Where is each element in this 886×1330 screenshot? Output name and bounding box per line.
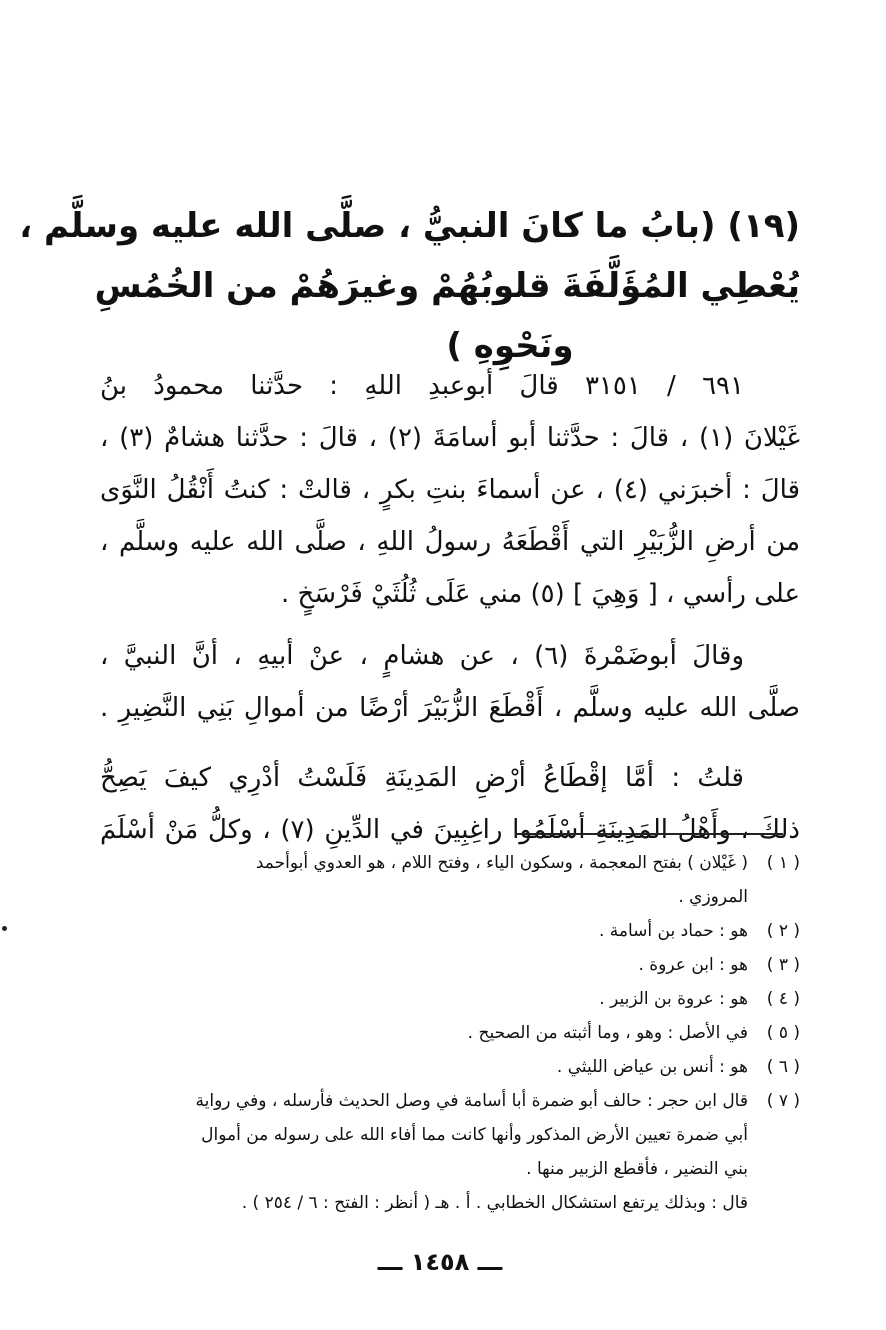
footnote-text <box>138 982 748 1016</box>
text-line: من أرضِ الزُّبَيْرِ التي أَقْطَعَهُ رسولُ اللهِ ، صلَّى الله عليه وسلَّم ، <box>100 527 800 557</box>
footnote-line: قال ابن حجر : حالف أبو ضمرة أبا أسامة في وصل الحديث فأرسله ، وفي رواية <box>195 1091 748 1111</box>
footnote-number: ( ٦ ) <box>766 1057 800 1077</box>
footnote-line: ( غَيْلان ) بفتح المعجمة ، وسكون الياء ، وفتح اللام ، هو العدوي أبوأحمد <box>255 853 748 873</box>
footnote <box>138 1016 800 1050</box>
footnote <box>138 948 800 982</box>
footnote-text <box>138 948 748 982</box>
text-line: قالَ : أخبرَني (٤) ، عن أسماءَ بنتِ بكرٍ ، قالتْ : كنتُ أَنْقُلُ النَّوَى <box>100 475 800 505</box>
footnote-line: أبي ضمرة تعيين الأرض المذكور وأنها كانت مما أفاء الله على رسوله من أموال <box>201 1125 748 1145</box>
footnote-line: بني النضير ، فأقطع الزبير منها . <box>526 1159 748 1179</box>
footnote-line: هو : ابن عروة . <box>638 955 748 975</box>
text-line: وقالَ أبوضَمْرةَ (٦) ، عن هشامٍ ، عنْ أبيهِ ، أنَّ النبيَّ ، <box>100 641 745 671</box>
footnote-line: هو : أنس بن عياض الليثي . <box>556 1057 748 1077</box>
heading-line-2: يُعْطِي المُؤَلَّفَةَ قلوبُهُمْ وغيرَهُمْ من الخُمُسِ <box>94 266 800 306</box>
footnote <box>138 982 800 1016</box>
footnote-text <box>138 1016 748 1050</box>
footnote-line: قال : وبذلك يرتفع استشكال الخطابي . أ . هـ ( أنظر : الفتح : ٦ / ٢٥٤ ) . <box>241 1193 748 1213</box>
text-line: ٦٩١ / ٣١٥١ قالَ أبوعبدِ اللهِ : حدَّثنا محمودُ بنُ <box>100 371 744 401</box>
scan-speck <box>2 926 7 931</box>
footnote-line: هو : عروة بن الزبير . <box>599 989 748 1009</box>
hadith-body <box>100 360 800 856</box>
footnote-number: ( ١ ) <box>766 853 800 873</box>
hadith-paragraph <box>100 360 800 620</box>
hadith-paragraph <box>100 630 800 734</box>
footnote-number: ( ٤ ) <box>766 989 800 1009</box>
footnote <box>138 914 800 948</box>
text-line: غَيْلانَ (١) ، قالَ : حدَّثنا أبو أسامَةَ (٢) ، قالَ : حدَّثنا هشامٌ (٣) ، <box>100 423 800 453</box>
footnote-text <box>138 846 748 914</box>
heading-line-3: ونَحْوِهِ ) <box>446 326 574 366</box>
text-line: ذلكَ ، وأَهْلُ المَدِينَةِ أسْلَمُوا راغِبِينَ في الدِّينِ (٧) ، وكلُّ مَنْ أسْلَمَ <box>100 815 800 845</box>
footnote <box>138 1050 800 1084</box>
footnotes <box>138 846 800 1220</box>
footnote-number: ( ٧ ) <box>766 1091 800 1111</box>
footnote-text <box>138 1050 748 1084</box>
footnote-continuation <box>138 1186 800 1220</box>
text-line: على رأسي ، [ وَهِيَ ] (٥) مني عَلَى ثُلُثَيْ فَرْسَخٍ . <box>280 579 800 609</box>
footnote-number: ( ٢ ) <box>766 921 800 941</box>
footnote <box>138 846 800 914</box>
footnote-text <box>138 914 748 948</box>
commentary-paragraph <box>100 752 800 856</box>
footnote-line: هو : حماد بن أسامة . <box>598 921 748 941</box>
footnote-line: في الأصل : وهو ، وما أثبته من الصحيح . <box>467 1023 748 1043</box>
text-line: صلَّى الله عليه وسلَّم ، أَقْطَعَ الزُّبَيْرَ أرْضًا من أموالِ بَنِي النَّضِيرِ . <box>100 693 800 723</box>
footnote-line: المروزي . <box>678 887 748 907</box>
page-number: ـــ ١٤٥٨ ـــ <box>377 1248 503 1276</box>
footnote-separator <box>515 833 783 835</box>
text-line: قلتُ : أمَّا إقْطَاعُ أرْضِ المَدِينَةِ فَلَسْتُ أدْرِي كيفَ يَصِحُّ <box>100 763 744 793</box>
chapter-heading <box>19 196 800 376</box>
heading-line-1: (١٩) (بابُ ما كانَ النبيُّ ، صلَّى الله عليه وسلَّم ، <box>19 206 800 246</box>
footnote-text <box>138 1084 748 1186</box>
footnote-number: ( ٣ ) <box>766 955 800 975</box>
footnote <box>138 1084 800 1186</box>
footnote-number: ( ٥ ) <box>766 1023 800 1043</box>
